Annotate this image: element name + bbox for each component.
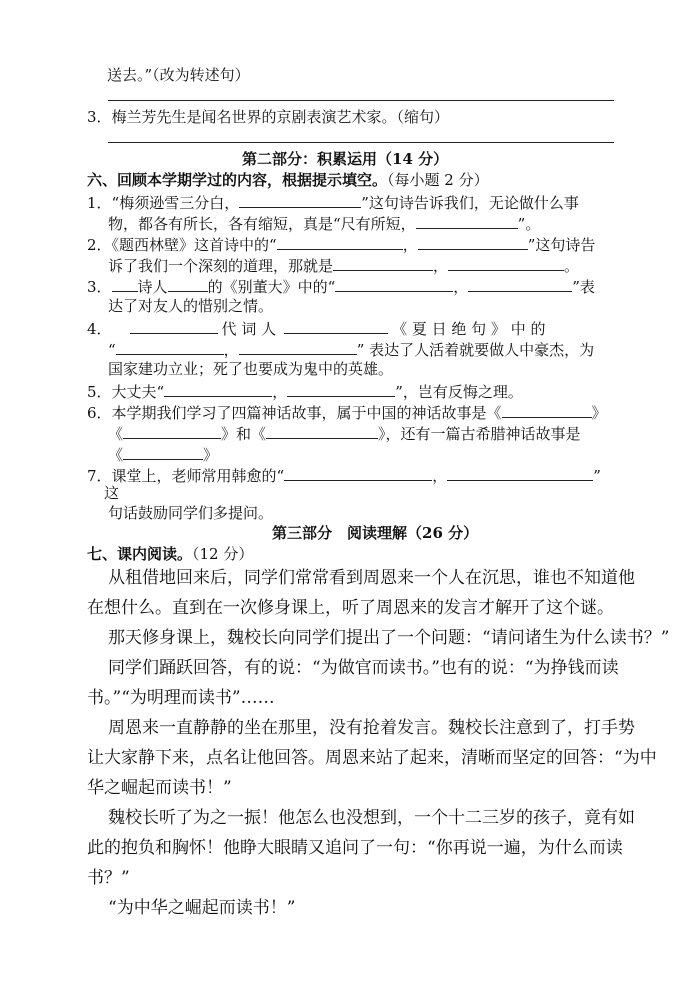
- item3-line1: [87, 275, 595, 297]
- item6-text-c: 《: [108, 425, 124, 443]
- passage-line: 华之崛起而读书！”: [87, 778, 232, 798]
- item6-text-e: 》，还有一篇古希腊神话故事是: [378, 425, 581, 443]
- item4-text-f: ” 表达了人活着就要做人中豪杰，为: [356, 341, 595, 359]
- passage-line: 书。”“为明理而读书”……: [87, 688, 275, 708]
- item2-text-d: 诉了我们一个深刻的道理，那就是: [108, 257, 334, 275]
- q6-title: 六、回顾本学期学过的内容，根据提示填空。: [87, 171, 388, 189]
- item7-line2: 这: [104, 484, 120, 502]
- blank[interactable]: [416, 212, 518, 229]
- blank[interactable]: [164, 380, 272, 397]
- blank[interactable]: [266, 422, 378, 439]
- blank[interactable]: [112, 275, 138, 292]
- item2-line2: [108, 254, 579, 276]
- passage-line: 此的抱负和胸怀！他睁大眼睛又追问了一句：“你再说一遍，为什么而读: [87, 838, 623, 858]
- item2-text-a: 2．《题西林壁》这首诗中的“: [87, 236, 277, 254]
- q7-title-line: [87, 544, 253, 564]
- item1-text-b: ”这句诗告诉我们，无论做什么事: [361, 194, 579, 212]
- item5-text-c: ”，岂有反悔之理。: [395, 383, 523, 401]
- passage-line: 在想什么。直到在一次修身课上，听了周恩来的发言才解开了这个谜。: [87, 598, 614, 618]
- item6-line1: [87, 401, 607, 423]
- passage-line: 从租借地回来后，同学们常常看到周恩来一个人在沉思，谁也不知道他: [108, 568, 635, 588]
- item6-text-a: 6．本学期我们学习了四篇神话故事，属于中国的神话故事是《: [87, 404, 502, 422]
- blank[interactable]: [468, 275, 572, 292]
- item3-text-d: ，: [453, 278, 469, 296]
- item1-line2: [108, 212, 540, 234]
- passage-line: 让大家静下来，点名让他回答。周恩来站了起来，清晰而坚定的回答：“为中: [87, 748, 657, 768]
- blank[interactable]: [448, 254, 564, 271]
- blank[interactable]: [277, 233, 403, 250]
- blank[interactable]: [502, 401, 592, 418]
- item4-text-b: 代 词 人: [221, 320, 277, 338]
- blank[interactable]: [418, 233, 528, 250]
- item7-line3: 句话鼓励同学们多提问。: [108, 504, 274, 522]
- q7-title: 七、课内阅读。: [87, 545, 193, 563]
- blank[interactable]: [333, 254, 433, 271]
- answer-line-2: [108, 142, 614, 143]
- blank[interactable]: [335, 275, 453, 292]
- passage-line: 书？”: [87, 868, 130, 888]
- item4-text-a: 4．: [87, 320, 112, 338]
- answer-line-1: [108, 100, 614, 101]
- item4-text-d: “: [108, 341, 116, 359]
- part3-heading: 第三部分 阅读理解（26 分）: [272, 524, 479, 542]
- top-line-1: 送去。”（改为转述句）: [107, 66, 250, 84]
- item6-line3: [108, 443, 218, 465]
- item1-text-a: 1．“梅须逊雪三分白，: [87, 194, 240, 212]
- blank[interactable]: [130, 317, 218, 334]
- blank[interactable]: [239, 191, 361, 208]
- passage-line: 那天修身课上，魏校长向同学们提出了一个问题：“请问诸生为什么读书？”: [108, 628, 670, 648]
- item3-line2: 达了对友人的惜别之情。: [108, 297, 274, 315]
- item4-text-c: 《 夏 日 绝 句 》 中 的: [392, 320, 546, 338]
- item2-line1: [87, 233, 595, 255]
- item2-text-e: ，: [433, 257, 449, 275]
- top-line-2: 3．梅兰芳先生是闻名世界的京剧表演艺术家。（缩句）: [87, 108, 450, 126]
- item6-text-d: 》和《: [221, 425, 267, 443]
- item7-text-b: ，: [432, 467, 448, 485]
- item4-text-e: ，: [223, 341, 239, 359]
- item7-text-a: 7．课堂上，老师常用韩愈的“: [87, 467, 285, 485]
- item3-text-e: ”表: [572, 278, 595, 296]
- passage-line: 同学们踊跃回答，有的说：“为做官而读书。”也有的说：“为挣钱而读: [108, 658, 619, 678]
- item2-text-b: ，: [402, 236, 418, 254]
- item4-line1: [87, 317, 545, 339]
- blank[interactable]: [287, 380, 395, 397]
- part2-heading: 第二部分：积累运用（14 分）: [242, 150, 449, 168]
- item5-line1: [87, 380, 523, 402]
- item5-text-a: 5．大丈夫“: [87, 383, 165, 401]
- passage-line: “为中华之崛起而读书！”: [108, 898, 296, 918]
- q6-score: （每小题 2 分）: [387, 171, 489, 189]
- item1-text-c: 物，都各有所长，各有缩短，真是“尺有所短，: [108, 215, 416, 233]
- item2-text-c: ”这句诗告: [527, 236, 596, 254]
- blank[interactable]: [284, 464, 432, 481]
- q6-title-line: [87, 170, 489, 190]
- passage-line: 魏校长听了为之一振！他怎么也没想到，一个十二三岁的孩子，竟有如: [108, 808, 635, 828]
- item6-text-g: 》: [203, 446, 219, 464]
- blank[interactable]: [116, 338, 224, 355]
- item4-line2: [108, 338, 594, 360]
- item7-line1: [87, 464, 601, 486]
- item1-line1: [87, 191, 579, 213]
- item5-text-b: ，: [272, 383, 288, 401]
- item7-text-c: ”: [593, 467, 601, 485]
- item6-text-b: 》: [591, 404, 607, 422]
- item4-line3: 国家建功立业；死了也要成为鬼中的英雄。: [108, 360, 394, 378]
- blank[interactable]: [284, 317, 388, 334]
- blank[interactable]: [123, 443, 203, 460]
- blank[interactable]: [447, 464, 593, 481]
- blank[interactable]: [123, 422, 221, 439]
- item3-text-a: 3．: [87, 278, 112, 296]
- item1-text-d: ”。: [517, 215, 541, 233]
- item2-text-f: 。: [564, 257, 580, 275]
- item3-text-c: 的《别董大》中的“: [207, 278, 336, 296]
- blank[interactable]: [168, 275, 208, 292]
- item6-line2: [108, 422, 581, 444]
- item3-text-b: 诗人: [137, 278, 168, 296]
- passage-line: 周恩来一直静静的坐在那里，没有抢着发言。魏校长注意到了，打手势: [108, 718, 635, 738]
- q7-score: （12 分）: [192, 545, 254, 563]
- blank[interactable]: [239, 338, 357, 355]
- item6-text-f: 《: [108, 446, 124, 464]
